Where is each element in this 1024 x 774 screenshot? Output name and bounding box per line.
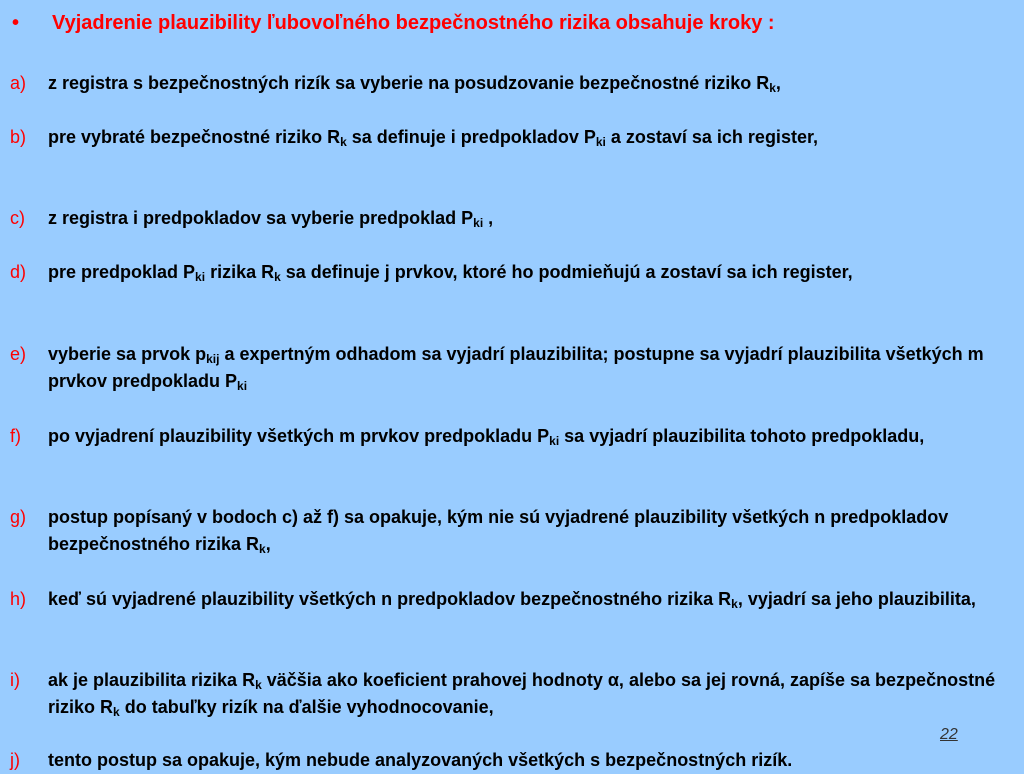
step-marker: c)	[10, 208, 25, 228]
text-run: sa vyjadrí plauzibilita tohoto predpokladu,	[559, 426, 925, 446]
step-marker: j)	[10, 750, 20, 770]
text-run: a expertným odhadom sa vyjadrí plauzibilita; postupne sa vyjadrí plauzibilita všetkých m prvkov predpokladu P	[48, 344, 984, 391]
page-number: 22	[940, 726, 958, 743]
subscript: ki	[195, 270, 206, 284]
text-run: a zostaví sa ich register,	[605, 127, 818, 147]
text-run: sa definuje i predpokladov P	[346, 127, 596, 147]
text-run: z registra i predpokladov sa vyberie predpoklad P	[48, 208, 474, 228]
subscript: k	[274, 270, 281, 284]
subscript: ki	[237, 379, 248, 393]
text-run: sa definuje j prvkov, ktoré ho podmieňujú a zostaví sa ich register,	[280, 262, 853, 282]
text-run: keď sú vyjadrené plauzibility všetkých n predpokladov bezpečnostného rizika R	[48, 589, 732, 609]
text-run: postup popísaný v bodoch c) až f) sa opakuje, kým nie sú vyjadrené plauzibility všetkých n predpokladov bezpečnostného rizika R	[48, 507, 949, 554]
step-marker: i)	[10, 670, 20, 690]
text-run: pre vybraté bezpečnostné riziko R	[48, 127, 341, 147]
step-marker: h)	[10, 589, 27, 609]
step-item	[10, 747, 1005, 774]
step-text	[48, 205, 1005, 232]
text-run: pre predpoklad P	[48, 262, 196, 282]
step-text	[48, 747, 1005, 774]
subscript: k	[769, 81, 776, 95]
title-bullet: •	[12, 12, 20, 34]
step-item	[10, 259, 1005, 286]
step-item	[10, 205, 1005, 232]
slide-title: Vyjadrenie plauzibility ľubovoľného bezpečnostného rizika obsahuje kroky :	[52, 12, 775, 34]
step-item	[10, 70, 1005, 97]
subscript: kij	[206, 352, 220, 366]
subscript: ki	[473, 216, 484, 230]
step-marker: b)	[10, 127, 27, 147]
slide-title-row	[12, 10, 1012, 36]
step-marker: f)	[10, 426, 21, 446]
subscript: k	[113, 705, 120, 719]
step-text	[48, 70, 1005, 97]
step-marker: d)	[10, 262, 27, 282]
text-run: ak je plauzibilita rizika R	[48, 670, 256, 690]
text-run: po vyjadrení plauzibility všetkých m prvkov predpokladu P	[48, 426, 550, 446]
step-text	[48, 504, 1005, 558]
subscript: k	[255, 678, 262, 692]
step-text	[48, 341, 1005, 395]
text-run: vyberie sa prvok p	[48, 344, 207, 364]
step-item	[10, 667, 1005, 721]
text-run: z registra s bezpečnostných rizík sa vyberie na posudzovanie bezpečnostné riziko R	[48, 73, 770, 93]
subscript: k	[340, 135, 347, 149]
subscript: k	[259, 542, 266, 556]
step-item	[10, 124, 1005, 151]
step-marker: g)	[10, 507, 27, 527]
step-item	[10, 586, 1005, 613]
text-run: tento postup sa opakuje, kým nebude analyzovaných všetkých s bezpečnostných rizík.	[48, 750, 793, 770]
step-text	[48, 586, 1005, 613]
text-run: rizika R	[205, 262, 275, 282]
step-item	[10, 341, 1005, 395]
subscript: ki	[549, 434, 560, 448]
text-run: , vyjadrí sa jeho plauzibilita,	[737, 589, 976, 609]
step-text	[48, 124, 1005, 151]
text-run: ,	[265, 534, 271, 554]
step-item	[10, 504, 1005, 558]
step-text	[48, 259, 1005, 286]
text-run: väčšia ako koeficient prahovej hodnoty α, alebo sa jej rovná, zapíše sa bezpečnostné riziko R	[48, 670, 996, 717]
text-run: ,	[483, 208, 494, 228]
text-run: ,	[775, 73, 781, 93]
step-text	[48, 667, 1005, 721]
step-item	[10, 423, 1005, 450]
step-marker: e)	[10, 344, 27, 364]
text-run: do tabuľky rizík na ďalšie vyhodnocovanie,	[119, 697, 494, 717]
subscript: k	[731, 597, 738, 611]
step-marker: a)	[10, 73, 27, 93]
step-text	[48, 423, 1005, 450]
subscript: ki	[595, 135, 606, 149]
